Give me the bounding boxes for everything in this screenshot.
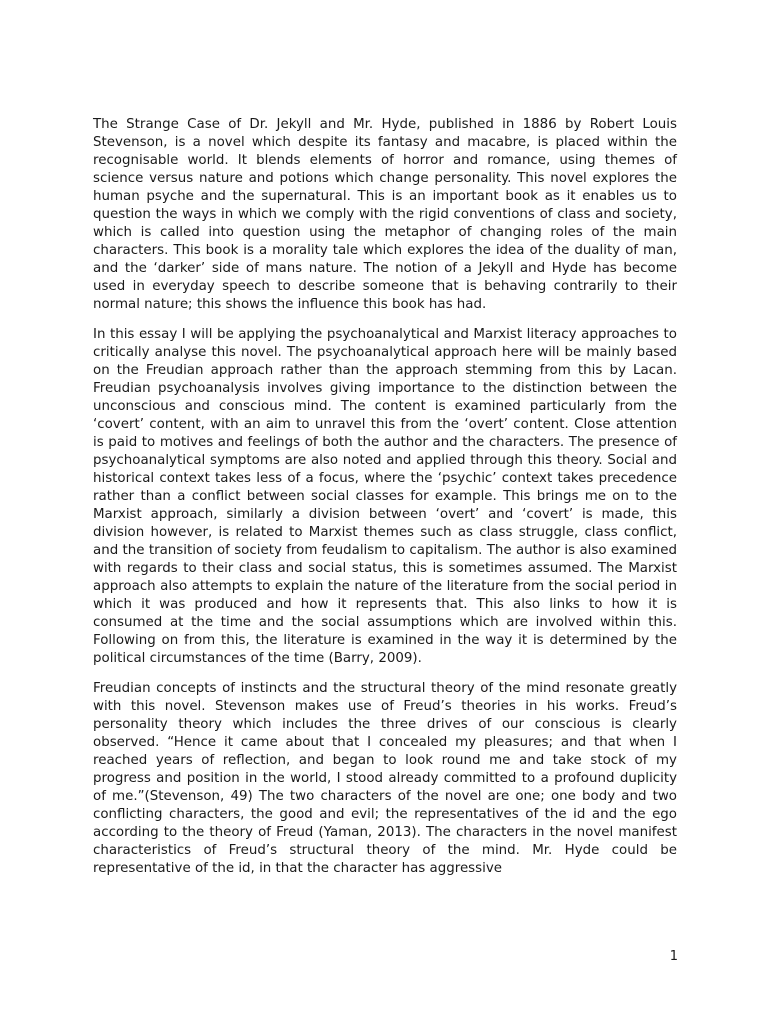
paragraph-introduction: The Strange Case of Dr. Jekyll and Mr. Hyde, published in 1886 by Robert Louis Stevenson, is a novel which despite its fantasy and macabre, is placed within the recognisable world. It blends elements of horror and romance, using themes of science versus nature and potions which change personality. This novel explores the human psyche and the supernatural. This is an important book as it enables us to question the ways in which we comply with the rigid conventions of class and society, which is called into question using the metaphor of changing roles of the main characters. This book is a morality tale which explores the idea of the duality of man, and the ‘darker’ side of mans nature. The notion of a Jekyll and Hyde has become used in everyday speech to describe someone that is behaving contrarily to their normal nature; this shows the influence this book has had. (93, 117, 677, 312)
paragraph-freudian-concepts: Freudian concepts of instincts and the structural theory of the mind resonate greatly with this novel. Stevenson makes use of Freud’s theories in his works. Freud’s personality theory which includes the three drives of our conscious is clearly observed. “Hence it came about that I concealed my pleasures; and that when I reached years of reflection, and began to look round me and take stock of my progress and position in the world, I stood already committed to a profound duplicity of me.”(Stevenson, 49) The two characters of the novel are one; one body and two conflicting characters, the good and evil; the representatives of the id and the ego according to the theory of Freud (Yaman, 2013). The characters in the novel manifest characteristics of Freud’s structural theory of the mind. Mr. Hyde could be representative of the id, in that the character has aggressive (93, 681, 677, 876)
paragraph-approaches: In this essay I will be applying the psychoanalytical and Marxist literacy approaches to critically analyse this novel. The psychoanalytical approach here will be mainly based on the Freudian approach rather than the approach stemming from this by Lacan. Freudian psychoanalysis involves giving importance to the distinction between the unconscious and conscious mind. The content is examined particularly from the ‘covert’ content, with an aim to unravel this from the ‘overt’ content. Close attention is paid to motives and feelings of both the author and the characters. The presence of psychoanalytical symptoms are also noted and applied through this theory. Social and historical context takes less of a focus, where the ‘psychic’ context takes precedence rather than a conflict between social classes for example. This brings me on to the Marxist approach, similarly a division between ‘overt’ and ‘covert’ is made, this division however, is related to Marxist themes such as class struggle, class conflict, and the transition of society from feudalism to capitalism. The author is also examined with regards to their class and social status, this is sometimes assumed. The Marxist approach also attempts to explain the nature of the literature from the social period in which it was produced and how it represents that. This also links to how it is consumed at the time and the social assumptions which are involved within this. Following on from this, the literature is examined in the way it is determined by the political circumstances of the time (Barry, 2009). (93, 327, 677, 666)
page-number: 1 (669, 949, 678, 964)
document-body (93, 116, 677, 890)
